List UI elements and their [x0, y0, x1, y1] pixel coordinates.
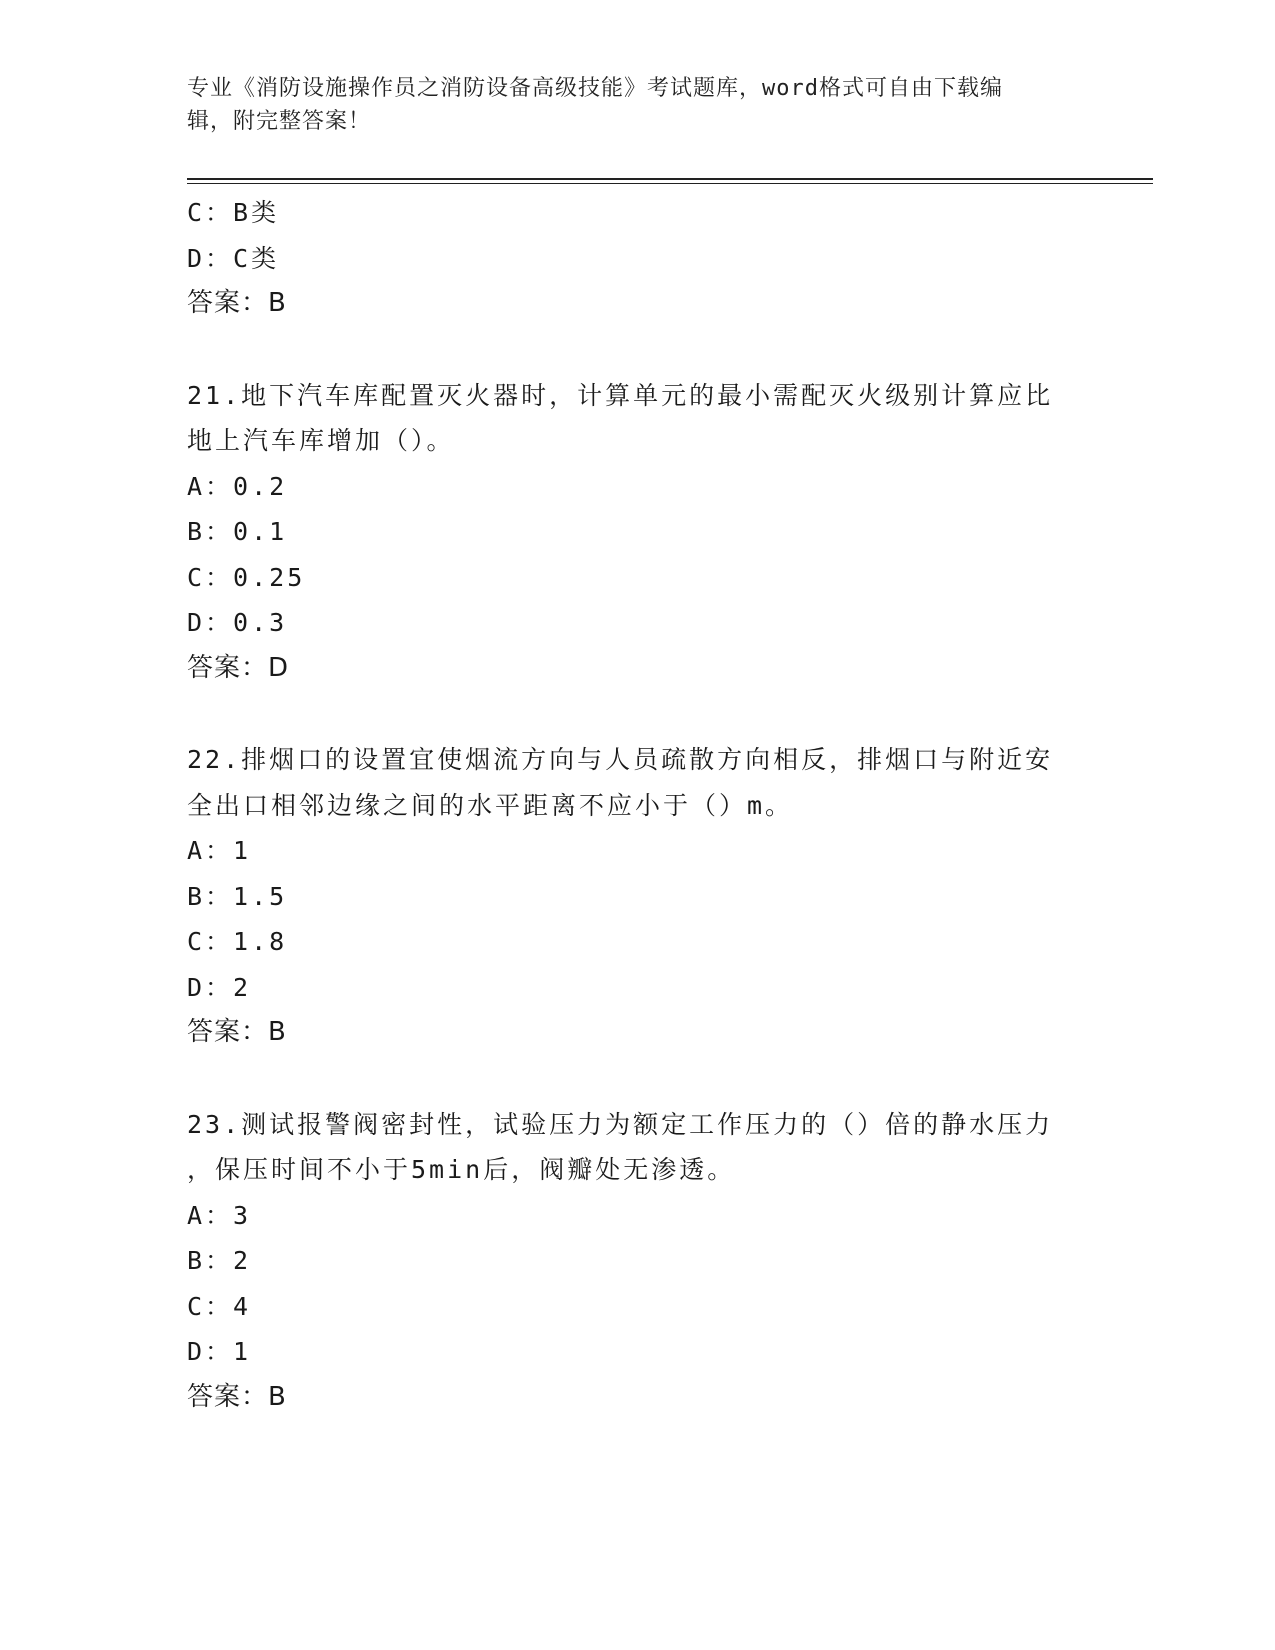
- option-b: B：2: [187, 1246, 252, 1275]
- question-stem-line-1: 23.测试报警阀密封性，试验压力为额定工作压力的（）倍的静水压力: [187, 1109, 1054, 1139]
- spacer: [187, 691, 1087, 737]
- document-header: [187, 72, 1077, 138]
- header-divider-thin: [187, 183, 1153, 184]
- question-stem-line-2: 全出口相邻边缘之间的水平距离不应小于（）m。: [187, 790, 794, 820]
- carryover-question: [187, 190, 1087, 327]
- option-c: C：4: [187, 1291, 252, 1321]
- option-b: B：1.5: [187, 881, 288, 911]
- question-stem-line-2: ，保压时间不小于5min后，阀瓣处无渗透。: [187, 1155, 736, 1184]
- option-d: D：1: [187, 1337, 252, 1366]
- option-d: D：0.3: [187, 608, 288, 637]
- question-stem-line-1: 21.地下汽车库配置灭火器时，计算单元的最小需配灭火级别计算应比: [187, 380, 1054, 410]
- option-a: A：3: [187, 1200, 252, 1230]
- option-d: D：2: [187, 972, 252, 1002]
- question-list: [187, 190, 1087, 1420]
- answer-line: 答案：B: [187, 1017, 287, 1047]
- option-c: C：B类: [187, 198, 280, 227]
- answer-line: 答案：D: [187, 652, 290, 683]
- question-23: [187, 1102, 1087, 1421]
- answer-line: 答案：B: [187, 1381, 287, 1412]
- question-stem-line-2: 地上汽车库增加（）。: [187, 426, 455, 455]
- option-a: A：0.2: [187, 471, 288, 501]
- header-line-2: 辑，附完整答案！: [187, 109, 372, 134]
- option-c: C：1.8: [187, 927, 288, 956]
- option-c: C：0.25: [187, 562, 306, 592]
- spacer: [187, 1056, 1087, 1102]
- option-a: A：1: [187, 836, 252, 865]
- option-d: D：C类: [187, 243, 280, 273]
- header-divider-thick: [187, 178, 1153, 180]
- question-stem-line-1: 22.排烟口的设置宜使烟流方向与人员疏散方向相反，排烟口与附近安: [187, 745, 1054, 774]
- option-b: B：0.1: [187, 517, 288, 546]
- spacer: [187, 327, 1087, 373]
- question-21: [187, 373, 1087, 692]
- header-line-1: 专业《消防设施操作员之消防设备高级技能》考试题库，word格式可自由下载编: [187, 76, 1003, 101]
- question-22: [187, 737, 1087, 1056]
- answer-line: 答案：B: [187, 288, 287, 318]
